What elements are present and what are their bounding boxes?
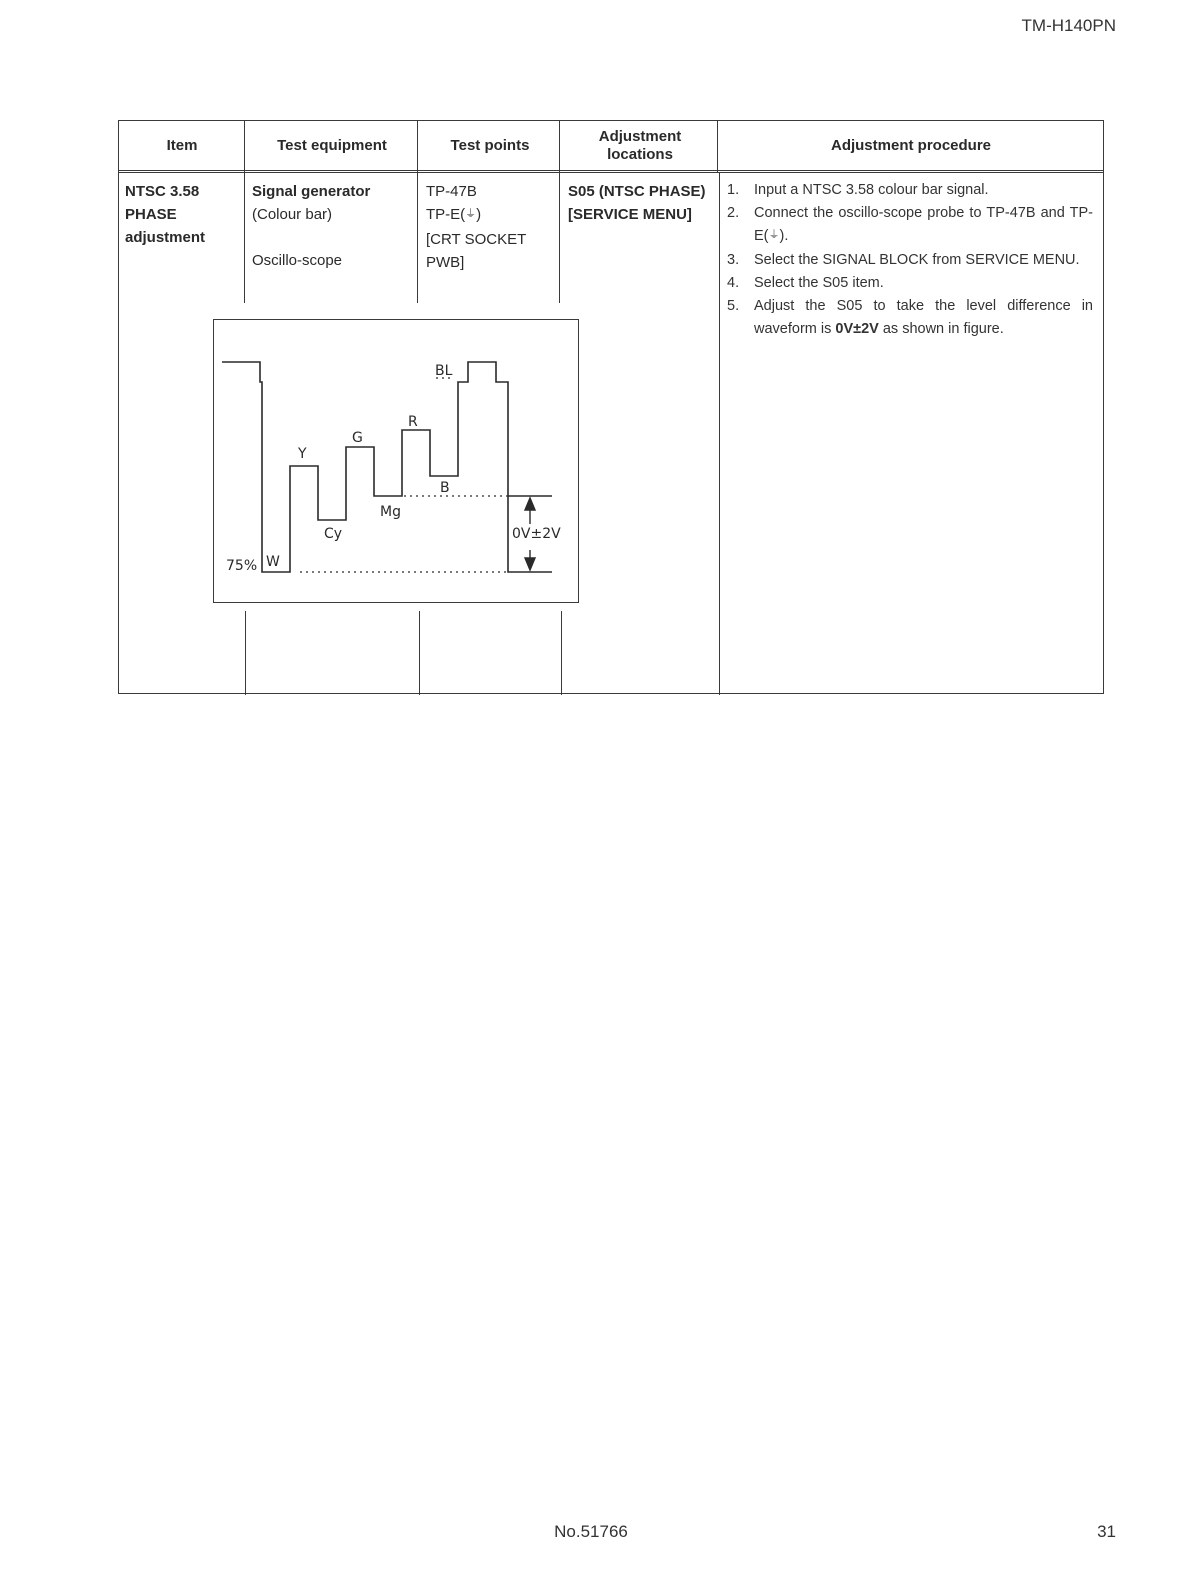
step-text-part: ). [779, 228, 789, 244]
label-mg: Mg [380, 504, 401, 520]
page-number: 31 [1097, 1522, 1116, 1541]
label-b: B [440, 480, 450, 496]
test-point-text: TP-E( [426, 206, 466, 223]
header-item: Item [166, 137, 198, 154]
waveform-trace [222, 362, 552, 572]
procedure-list [727, 179, 1093, 341]
test-points-cell [426, 180, 526, 274]
level-spec: 0V±2V [835, 321, 879, 337]
table-header [119, 121, 1103, 173]
waveform-figure [213, 319, 579, 603]
column-divider [244, 173, 245, 303]
procedure-step [727, 202, 1093, 249]
column-divider [559, 173, 560, 303]
header-adjustment-locations: Adjustment locations [598, 128, 682, 163]
column-divider [245, 611, 246, 695]
procedure-step [727, 295, 1093, 341]
test-point-line [426, 203, 526, 228]
column-divider [561, 611, 562, 695]
level-arrow-down [525, 558, 535, 570]
header-test-points: Test points [450, 137, 530, 154]
label-cy: Cy [324, 526, 343, 542]
item-cell [125, 180, 205, 249]
column-divider [559, 121, 560, 173]
label-75-percent: 75% [226, 558, 258, 574]
equipment-cell [252, 180, 370, 272]
test-point-line: PWB] [426, 254, 465, 271]
step-text-part: Connect the oscillo-scope probe to TP-47B and TP-E( [754, 205, 1093, 244]
model-number: TM-H140PN [1021, 16, 1116, 35]
label-w: W [266, 554, 280, 570]
procedure-step [727, 179, 1093, 202]
adjustment-locations-cell [568, 180, 706, 226]
step-number: 5. [727, 298, 740, 314]
ground-symbol-icon: ⏚ [768, 229, 780, 241]
step-number: 2. [727, 205, 740, 221]
step-text: Select the SIGNAL BLOCK from SERVICE MENU. [754, 252, 1080, 268]
column-divider [719, 173, 720, 695]
label-g: G [352, 430, 363, 446]
procedure-step [727, 249, 1093, 272]
equipment-line: Oscillo-scope [252, 252, 343, 269]
item-line: PHASE [125, 206, 177, 223]
column-divider [244, 121, 245, 173]
step-text-part: Adjust the S05 to take the level difference in waveform is [754, 298, 1093, 337]
header-test-equipment: Test equipment [277, 137, 387, 154]
level-arrow-up [525, 498, 535, 510]
equipment-line: Signal generator [252, 183, 371, 200]
column-divider [417, 173, 418, 303]
procedure-step [727, 272, 1093, 295]
item-line: adjustment [125, 229, 206, 246]
adjustment-table [118, 120, 1104, 694]
document-number: No.51766 [554, 1522, 628, 1541]
ground-symbol-icon: ⏚ [465, 208, 477, 220]
step-text [754, 295, 1093, 341]
colour-bar-waveform [214, 320, 578, 602]
step-text: Input a NTSC 3.58 colour bar signal. [754, 182, 989, 198]
test-point-line: TP-47B [426, 183, 477, 200]
test-point-line: [CRT SOCKET [426, 231, 527, 248]
location-line: [SERVICE MENU] [568, 206, 692, 223]
label-level: 0V±2V [512, 526, 561, 542]
step-number: 1. [727, 182, 740, 198]
item-line: NTSC 3.58 [125, 183, 200, 200]
step-number: 4. [727, 275, 740, 291]
column-divider [717, 121, 718, 173]
test-point-text: ) [476, 206, 482, 223]
label-bl: BL [435, 363, 453, 379]
step-text: Select the S05 item. [754, 275, 884, 291]
step-text-part: as shown in figure. [878, 321, 1004, 337]
column-divider [419, 611, 420, 695]
step-number: 3. [727, 252, 740, 268]
equipment-line: (Colour bar) [252, 206, 333, 223]
label-r: R [408, 414, 418, 430]
header-adjustment-procedure: Adjustment procedure [830, 137, 992, 154]
location-line: S05 (NTSC PHASE) [568, 183, 706, 200]
label-y: Y [298, 446, 307, 462]
column-divider [417, 121, 418, 173]
step-text [754, 202, 1093, 249]
